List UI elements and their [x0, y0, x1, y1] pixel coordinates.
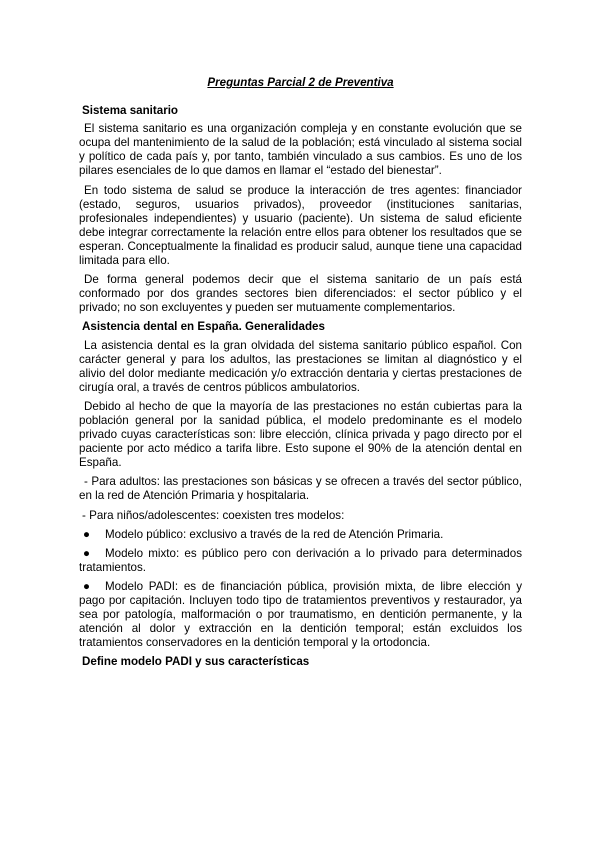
section-heading-sistema-sanitario: Sistema sanitario	[82, 104, 179, 118]
list-item-text: Modelo PADI: es de financiación pública, provisión mixta, de libre elección y pago por capitación. Incluyen todo tipo de tratamientos preventivos y restaurador, ya sea por patología, malformación o por traumatismo, en dentición permanente, y la atención al dolor y extracción en la dentición temporal; están excluidos los tratamientos conservadores en la dentición temporal y la ortodoncia.	[79, 579, 522, 650]
bullet-icon: ●	[83, 546, 91, 560]
bullet-icon: ●	[83, 579, 91, 593]
list-item-text: Modelo mixto: es público pero con derivación a lo privado para determinados tratamientos.	[79, 546, 522, 574]
section-heading-modelo-padi: Define modelo PADI y sus características	[82, 655, 310, 669]
adults-line: - Para adultos: las prestaciones son básicas y se ofrecen a través del sector público, en la red de Atención Primaria y hospitalaria.	[79, 475, 522, 503]
list-item-text: Modelo público: exclusivo a través de la red de Atención Primaria.	[105, 527, 444, 541]
children-line: - Para niños/adolescentes: coexisten tres modelos:	[82, 508, 345, 522]
list-item	[79, 528, 522, 542]
section-heading-asistencia-dental: Asistencia dental en España. Generalidades	[82, 320, 325, 334]
paragraph: La asistencia dental es la gran olvidada del sistema sanitario público español. Con carácter general y para los adultos, las prestaciones se limitan al diagnóstico y el alivio del dolor mediante medicación y/o extracción dentaria y ciertas prestaciones de cirugía oral, a través de centros públicos ambulatorios.	[79, 338, 522, 394]
bullet-icon: ●	[83, 527, 91, 541]
list-item	[79, 580, 522, 650]
document-title: Preguntas Parcial 2 de Preventiva	[207, 76, 394, 89]
paragraph: Debido al hecho de que la mayoría de las prestaciones no están cubiertas para la población general por la sanidad pública, el modelo predominante es el modelo privado cuyas características son: libre elección, clínica privada y pago directo por el paciente por acto médico a tarifa libre. Esto supone el 90% de la atención dental en España.	[79, 399, 522, 470]
paragraph: El sistema sanitario es una organización compleja y en constante evolución que se ocupa del mantenimiento de la salud de la población; está vinculado al sistema social y político de cada país y, por tanto, también vinculado a sus cambios. Es uno de los pilares esenciales de lo que damos en llamar el “estado del bienestar”.	[79, 122, 522, 178]
paragraph: En todo sistema de salud se produce la interacción de tres agentes: financiador (estado, seguros, usuarios privados), proveedor (instituciones sanitarias, profesionales independientes) y usuario (paciente). Un sistema de salud eficiente debe integrar correctamente la relación entre ellos para obtener los resultados que se esperan. Conceptualmente la finalidad es producir salud, aunque tiene una capacidad limitada para ello.	[79, 183, 522, 268]
list-item	[79, 547, 522, 575]
paragraph: De forma general podemos decir que el sistema sanitario de un país está conformado por dos grandes sectores bien diferenciados: el sector público y el privado; no son excluyentes y pueden ser mutuamente complementarios.	[79, 273, 522, 315]
